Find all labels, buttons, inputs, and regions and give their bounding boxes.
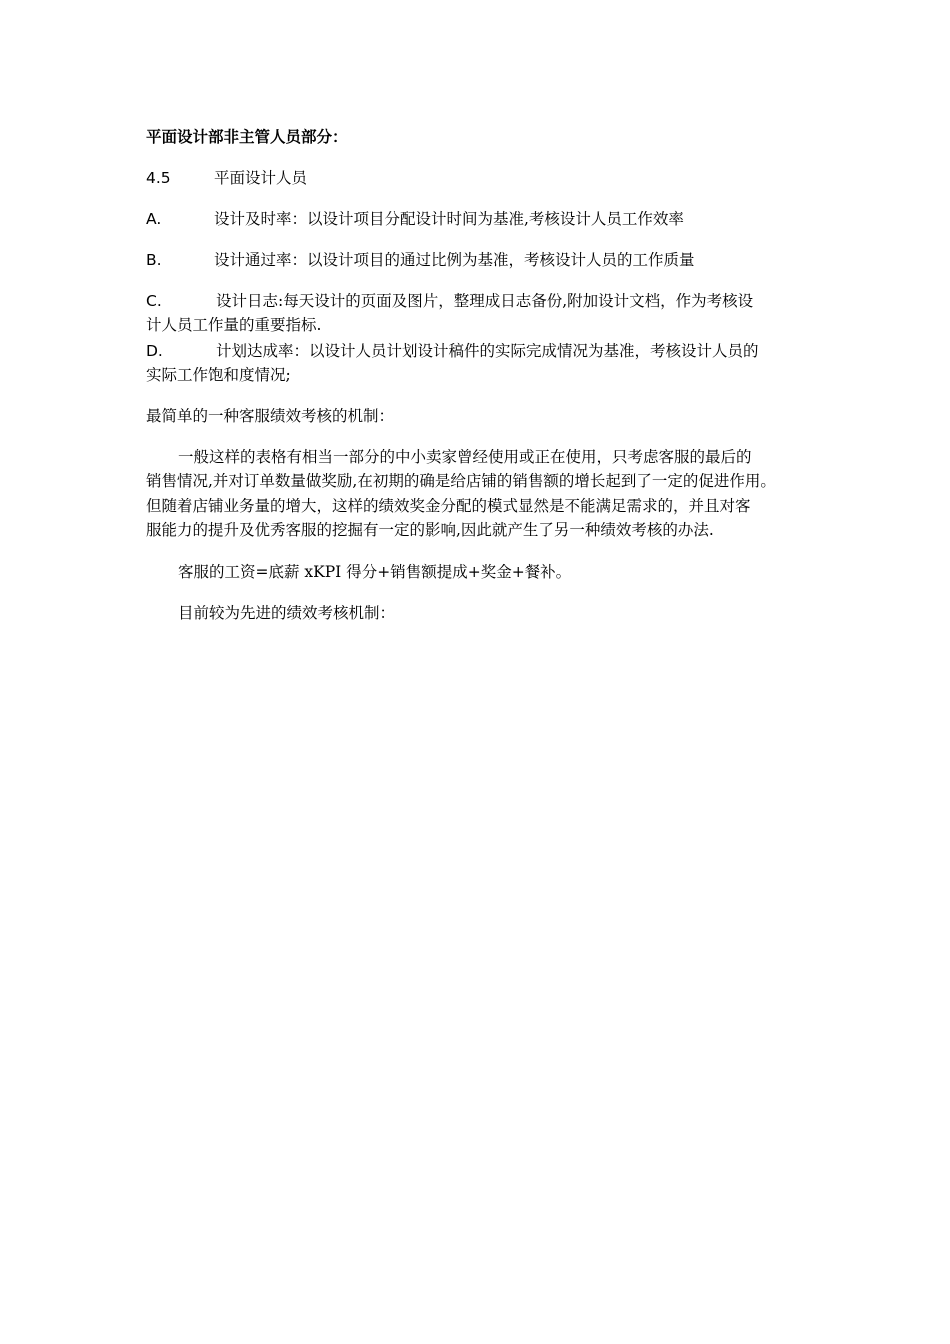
list-item-text: 设计及时率：以设计项目分配设计时间为基准,考核设计人员工作效率 [214, 210, 684, 228]
list-item-label: B. [146, 251, 162, 269]
list-item-a [146, 208, 684, 231]
list-item-c-continuation: 计人员工作量的重要指标. [146, 316, 322, 334]
list-item-label: D. [146, 342, 163, 360]
salary-formula: 客服的工资=底薪 xKPI 得分+销售额提成+奖金+餐补。 [178, 563, 572, 581]
list-item-text: 设计通过率：以设计项目的通过比例为基准，考核设计人员的工作质量 [214, 251, 695, 269]
paragraph-line-3: 但随着店铺业务量的增大，这样的绩效奖金分配的模式显然是不能满足需求的，并且对客 [146, 497, 751, 515]
list-item-label: C. [146, 292, 162, 310]
list-item-text: 计划达成率：以设计人员计划设计稿件的实际完成情况为基准，考核设计人员的 [216, 342, 759, 360]
paragraph-line-2: 销售情况,并对订单数量做奖励,在初期的确是给店铺的销售额的增长起到了一定的促进作用。 [146, 472, 776, 490]
paragraph-line-1: 一般这样的表格有相当一部分的中小卖家曾经使用或正在使用，只考虑客服的最后的 [178, 448, 752, 466]
list-item-d [146, 340, 759, 363]
subsection-row [146, 167, 307, 190]
list-item-b [146, 249, 695, 272]
subsection-number: 4.5 [146, 169, 171, 187]
paragraph-line-4: 服能力的提升及优秀客服的挖掘有一定的影响,因此就产生了另一种绩效考核的办法. [146, 521, 714, 539]
subsection-title: 平面设计人员 [214, 169, 308, 187]
list-item-d-continuation: 实际工作饱和度情况; [146, 366, 291, 384]
list-item-c [146, 290, 753, 313]
closing-line: 目前较为先进的绩效考核机制： [178, 604, 396, 622]
list-item-text: 设计日志:每天设计的页面及图片，整理成日志备份,附加设计文档，作为考核设 [216, 292, 754, 310]
list-item-label: A. [146, 210, 162, 228]
subheading: 最简单的一种客服绩效考核的机制： [146, 407, 395, 425]
section-heading: 平面设计部非主管人员部分： [146, 128, 348, 146]
